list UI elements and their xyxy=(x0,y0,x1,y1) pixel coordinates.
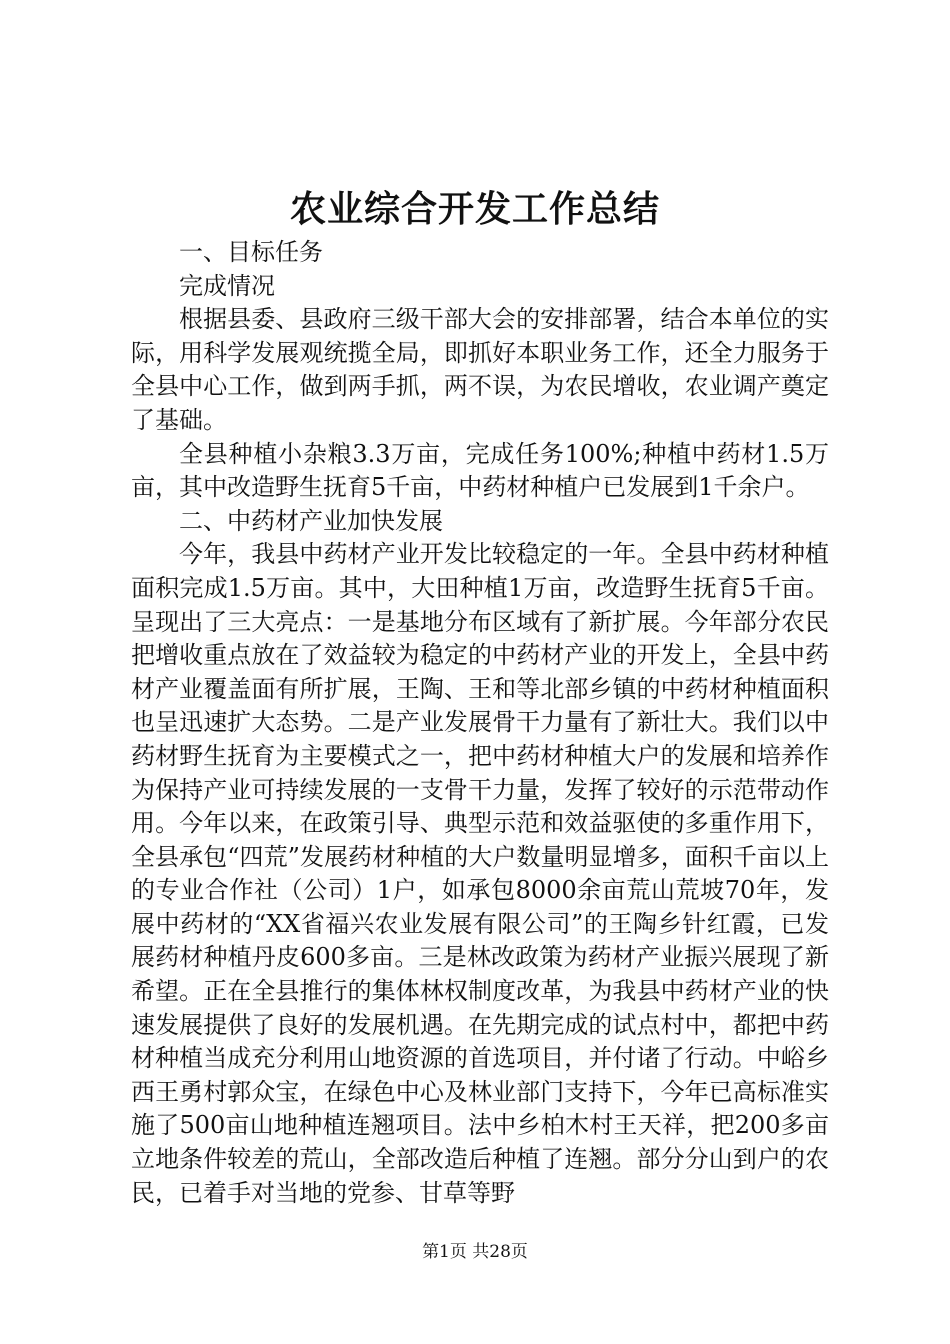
paragraph-herbal-medicine-details: 今年，我县中药材产业开发比较稳定的一年。全县中药材种植面积完成1.5万亩。其中，大田种植1万亩，改造野生抚育5千亩。呈现出了三大亮点：一是基地分布区域有了新扩展。今年部分农民把增收重点放在了效益较为稳定的中药材产业的开发上，全县中药材产业覆盖面有所扩展，王陶、王和等北部乡镇的中药材种植面积也呈迅速扩大态势。二是产业发展骨干力量有了新壮大。我们以中药材野生抚育为主要模式之一，把中药材种植大户的发展和培养作为保持产业可持续发展的一支骨干力量，发挥了较好的示范带动作用。今年以来，在政策引导、典型示范和效益驱使的多重作用下，全县承包“四荒”发展药材种植的大户数量明显增多，面积千亩以上的专业合作社（公司）1户，如承包8000余亩荒山荒坡70年，发展中药材的“XX省福兴农业发展有限公司”的王陶乡针红霞，已发展药材种植丹皮600多亩。三是林改政策为药材产业振兴展现了新希望。正在全县推行的集体林权制度改革，为我县中药材产业的快速发展提供了良好的发展机遇。在先期完成的试点村中，都把中药材种植当成充分利用山地资源的首选项目，并付诸了行动。中峪乡西王勇村郭众宝，在绿色中心及林业部门支持下，今年已高标准实施了500亩山地种植连翘项目。法中乡柏木村王天祥，把200多亩立地条件较差的荒山，全部改造后种植了连翘。部分分山到户的农民，已着手对当地的党参、甘草等野 xyxy=(131,540,829,1207)
paragraph-planting-stats: 全县种植小杂粮3.3万亩，完成任务100%;种植中药材1.5万亩，其中改造野生抚育5千亩，中药材种植户已发展到1千余户。 xyxy=(131,439,829,502)
subheading-completion: 完成情况 xyxy=(179,271,275,300)
section-heading-goals: 一、目标任务 xyxy=(179,238,323,266)
document-title: 农业综合开发工作总结 xyxy=(289,188,660,230)
page-number-footer: 第1页 共28页 xyxy=(422,1242,528,1262)
section-heading-herbal-medicine: 二、中药材产业加快发展 xyxy=(179,506,443,535)
paragraph-intro: 根据县委、县政府三级干部大会的安排部署，结合本单位的实际，用科学发展观统揽全局，即抓好本职业务工作，还全力服务于全县中心工作，做到两手抓，两不误，为农民增收，农业调产奠定了基础。 xyxy=(131,305,829,434)
document-body xyxy=(131,236,829,1210)
